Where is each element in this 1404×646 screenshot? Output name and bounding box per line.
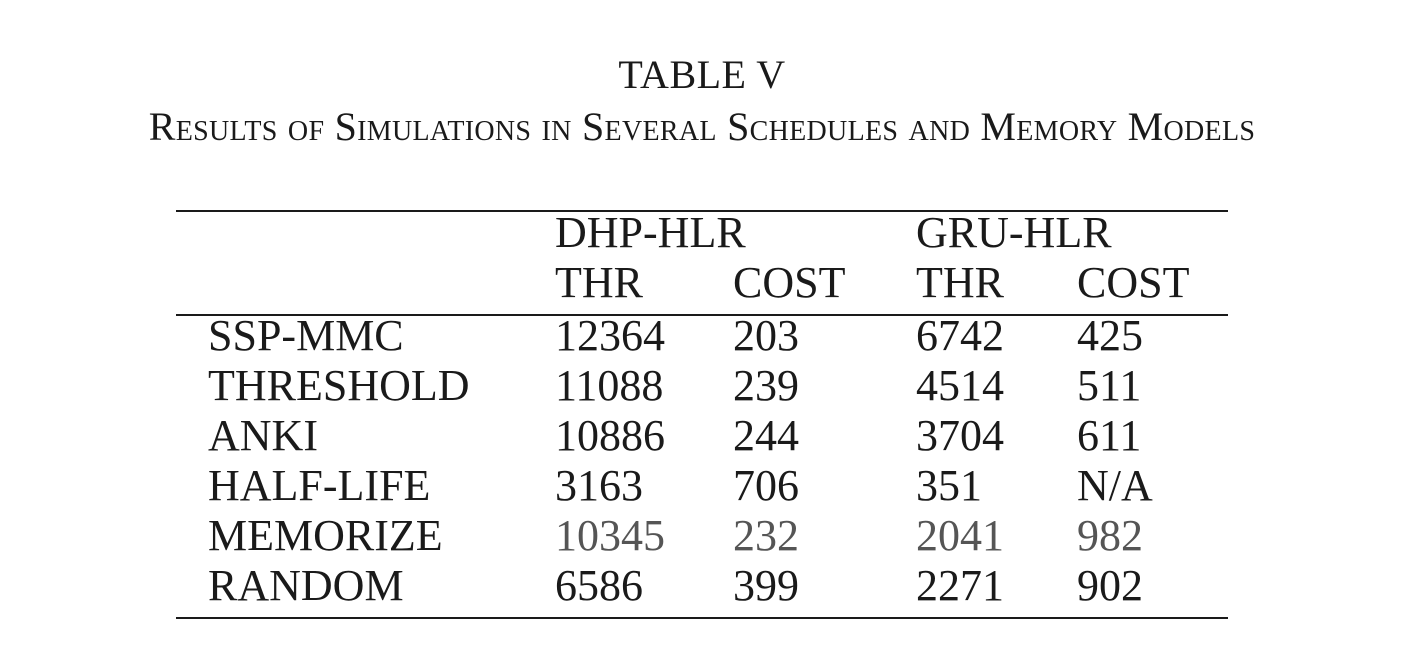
table-cell: 3163 — [555, 461, 643, 510]
table-label: TABLE V — [618, 52, 786, 97]
row-label-half-life: HALF-LIFE — [208, 461, 431, 510]
row-label-anki: ANKI — [208, 411, 318, 460]
row-label-ssp-mmc: SSP-MMC — [208, 311, 404, 360]
table-cell: 4514 — [916, 361, 1004, 410]
table-cell: 2041 — [916, 511, 1004, 560]
table-cell: 511 — [1077, 361, 1142, 410]
column-header-dhp-thr: THR — [555, 258, 643, 307]
table-cell: 425 — [1077, 311, 1143, 360]
table-cell: 6586 — [555, 561, 643, 610]
table-cell: 12364 — [555, 311, 665, 360]
table-cell: 399 — [733, 561, 799, 610]
bottom-rule — [176, 617, 1228, 619]
table-cell: 902 — [1077, 561, 1143, 610]
table-cell: 203 — [733, 311, 799, 360]
row-label-memorize: MEMORIZE — [208, 511, 443, 560]
group-header-dhp-hlr: DHP-HLR — [555, 208, 746, 257]
table-cell: 10345 — [555, 511, 665, 560]
table-cell: 11088 — [555, 361, 664, 410]
row-label-threshold: THRESHOLD — [208, 361, 470, 410]
table-cell: 351 — [916, 461, 982, 510]
table-cell: 706 — [733, 461, 799, 510]
table-cell: 232 — [733, 511, 799, 560]
column-header-gru-cost: COST — [1077, 258, 1190, 307]
table-cell: 3704 — [916, 411, 1004, 460]
table-cell: 982 — [1077, 511, 1143, 560]
table-cell: N/A — [1077, 461, 1153, 510]
table-cell: 244 — [733, 411, 799, 460]
table-cell: 6742 — [916, 311, 1004, 360]
table-cell: 611 — [1077, 411, 1142, 460]
table-cell: 239 — [733, 361, 799, 410]
row-label-random: RANDOM — [208, 561, 404, 610]
table-cell: 10886 — [555, 411, 665, 460]
table-cell: 2271 — [916, 561, 1004, 610]
table-caption: Results of Simulations in Several Schedules and Memory Models — [148, 104, 1256, 149]
column-header-gru-thr: THR — [916, 258, 1004, 307]
group-header-gru-hlr: GRU-HLR — [916, 208, 1112, 257]
column-header-dhp-cost: COST — [733, 258, 846, 307]
